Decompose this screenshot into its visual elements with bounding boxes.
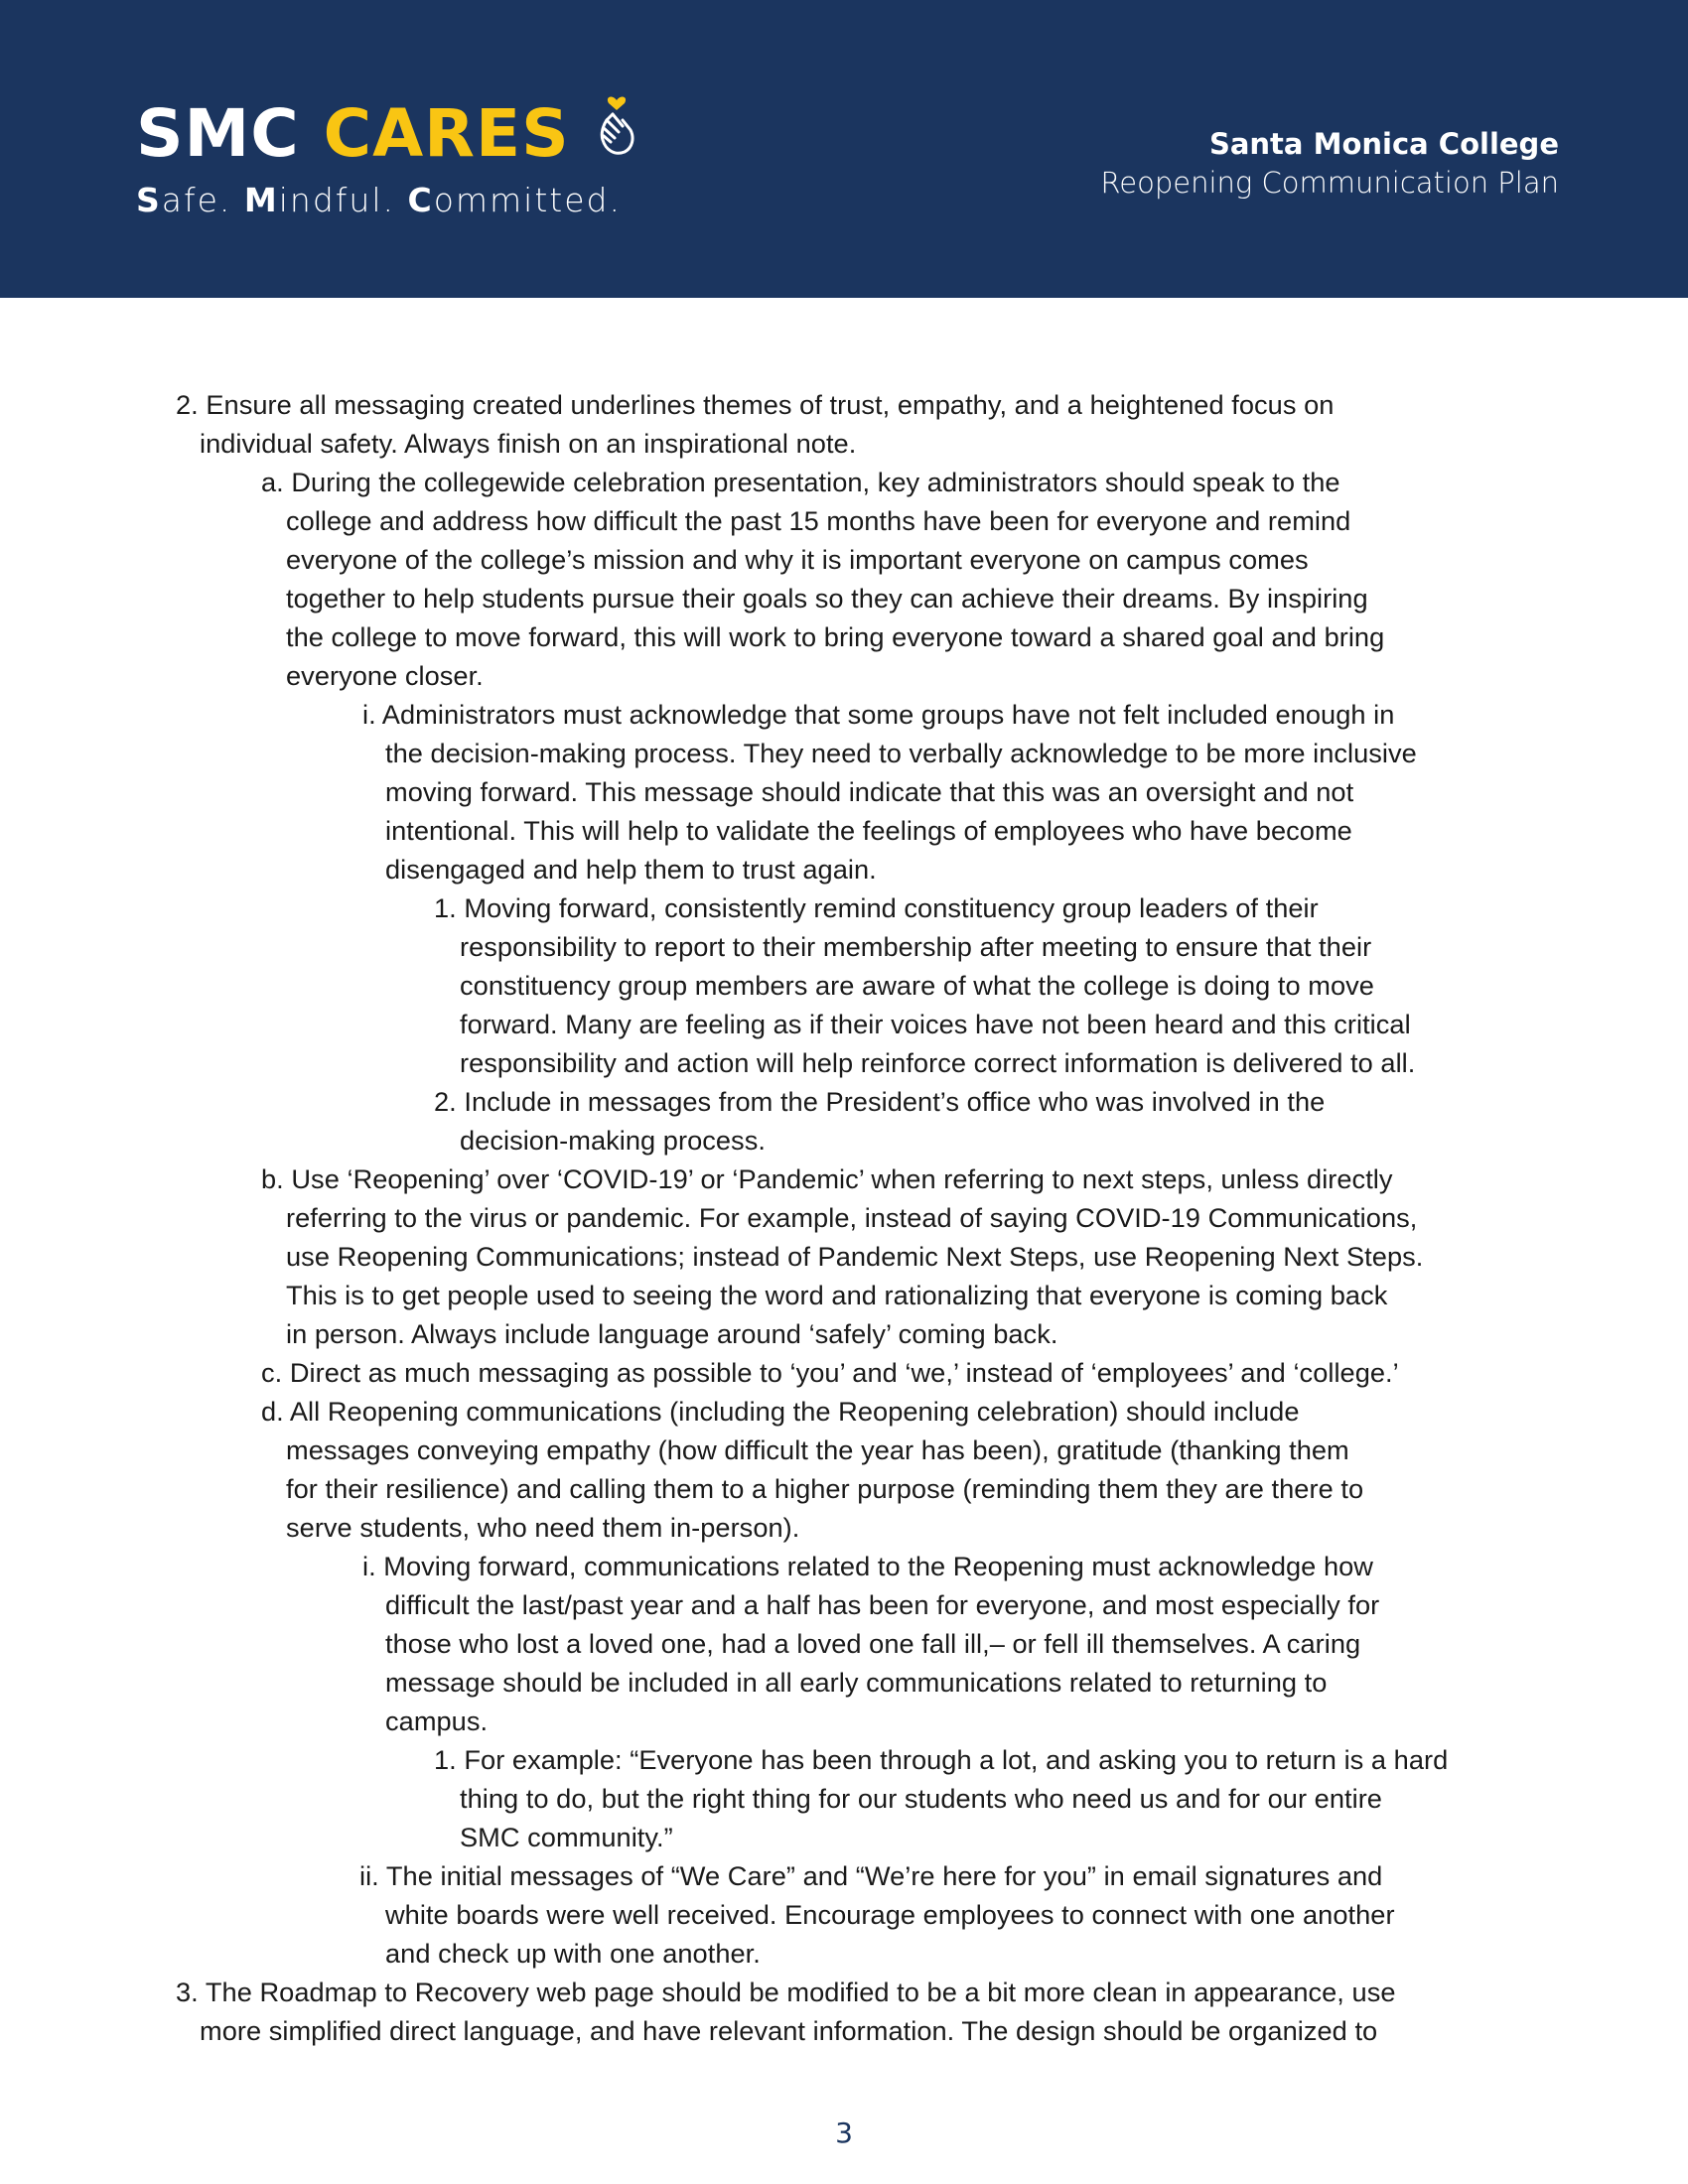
text-line: campus. [385, 1706, 489, 1736]
text-line: ii. The initial messages of “We Care” and “We’re here for you” in email signatures and [359, 1860, 1383, 1891]
text-line: message should be included in all early communications related to returning to [385, 1667, 1328, 1698]
text-line: everyone closer. [286, 660, 484, 691]
text-line: serve students, who need them in-person). [286, 1512, 800, 1543]
text-line: intentional. This will help to validate the feelings of employees who have become [385, 815, 1352, 846]
text-line: 1. For example: “Everyone has been through a lot, and asking you to return is a hard [434, 1744, 1449, 1775]
text-line: c. Direct as much messaging as possible to ‘you’ and ‘we,’ instead of ‘employees’ and ‘college.’ [261, 1357, 1399, 1388]
text-line: i. Administrators must acknowledge that some groups have not felt included enough in [362, 699, 1395, 730]
text-line: responsibility to report to their membership after meeting to ensure that their [460, 931, 1372, 962]
org-name: Santa Monica College [1208, 127, 1559, 161]
page-number: 3 [835, 2116, 853, 2149]
text-line: in person. Always include language around ‘safely’ coming back. [286, 1318, 1058, 1349]
text-line: everyone of the college’s mission and why it is important everyone on campus comes [286, 544, 1309, 575]
text-line: referring to the virus or pandemic. For example, instead of saying COVID-19 Communications, [286, 1202, 1418, 1233]
text-line: disengaged and help them to trust again. [385, 854, 877, 885]
text-line: 2. Include in messages from the President’s office who was involved in the [434, 1086, 1326, 1117]
tagline-committed: ommitted. [433, 181, 622, 219]
text-line: college and address how difficult the past 15 months have been for everyone and remind [286, 505, 1351, 536]
text-line: 2. Ensure all messaging created underlines themes of trust, empathy, and a heightened focus on [176, 389, 1335, 420]
text-line: together to help students pursue their goals so they can achieve their dreams. By inspiring [286, 583, 1368, 614]
text-line: messages conveying empathy (how difficult the year has been), gratitude (thanking them [286, 1434, 1349, 1465]
text-line: difficult the last/past year and a half has been for everyone, and most especially for [385, 1589, 1380, 1620]
tagline-safe: afe. [161, 181, 244, 219]
header-band [0, 0, 1688, 298]
text-line: the decision-making process. They need to verbally acknowledge to be more inclusive [385, 738, 1417, 768]
tagline-mindful: indful. [278, 181, 408, 219]
text-line: a. During the collegewide celebration presentation, key administrators should speak to the [261, 467, 1340, 497]
text-line: moving forward. This message should indicate that this was an oversight and not [385, 776, 1354, 807]
text-line: those who lost a loved one, had a loved one fall ill,– or fell ill themselves. A caring [385, 1628, 1361, 1659]
tagline [136, 181, 622, 219]
finger-heart-icon [593, 90, 640, 162]
text-line: thing to do, but the right thing for our students who need us and for our entire [460, 1783, 1382, 1814]
text-line: the college to move forward, this will work to bring everyone toward a shared goal and bring [286, 621, 1385, 652]
logo-wordmark [136, 94, 570, 174]
text-line: forward. Many are feeling as if their voices have not been heard and this critical [460, 1009, 1411, 1039]
text-line: responsibility and action will help reinforce correct information is delivered to all. [460, 1047, 1416, 1078]
org-block [1100, 125, 1559, 203]
text-line: individual safety. Always finish on an inspirational note. [200, 428, 857, 459]
text-line: more simplified direct language, and have relevant information. The design should be organized to [200, 2015, 1378, 2046]
logo-smc: SMC [136, 95, 300, 172]
text-line: 1. Moving forward, consistently remind constituency group leaders of their [434, 892, 1319, 923]
tagline-c: C [407, 181, 434, 219]
logo-cares: CARES [323, 95, 570, 172]
text-line: SMC community.” [460, 1822, 673, 1852]
text-line: constituency group members are aware of what the college is doing to move [460, 970, 1374, 1001]
text-line: white boards were well received. Encourage employees to connect with one another [385, 1899, 1395, 1930]
text-line: i. Moving forward, communications related to the Reopening must acknowledge how [362, 1551, 1373, 1581]
text-line: 3. The Roadmap to Recovery web page should be modified to be a bit more clean in appearance, use [176, 1977, 1396, 2007]
text-line: for their resilience) and calling them to a higher purpose (reminding them they are there to [286, 1473, 1364, 1504]
text-line: This is to get people used to seeing the word and rationalizing that everyone is coming back [286, 1280, 1388, 1310]
tagline-s: S [136, 181, 162, 219]
document-title: Reopening Communication Plan [1100, 166, 1559, 200]
tagline-m: M [243, 181, 279, 219]
text-line: use Reopening Communications; instead of Pandemic Next Steps, use Reopening Next Steps. [286, 1241, 1424, 1272]
text-line: b. Use ‘Reopening’ over ‘COVID-19’ or ‘Pandemic’ when referring to next steps, unless directly [261, 1163, 1393, 1194]
text-line: and check up with one another. [385, 1938, 761, 1969]
smc-cares-logo [136, 94, 570, 174]
text-line: d. All Reopening communications (including the Reopening celebration) should include [261, 1396, 1300, 1427]
text-line: decision-making process. [460, 1125, 766, 1156]
